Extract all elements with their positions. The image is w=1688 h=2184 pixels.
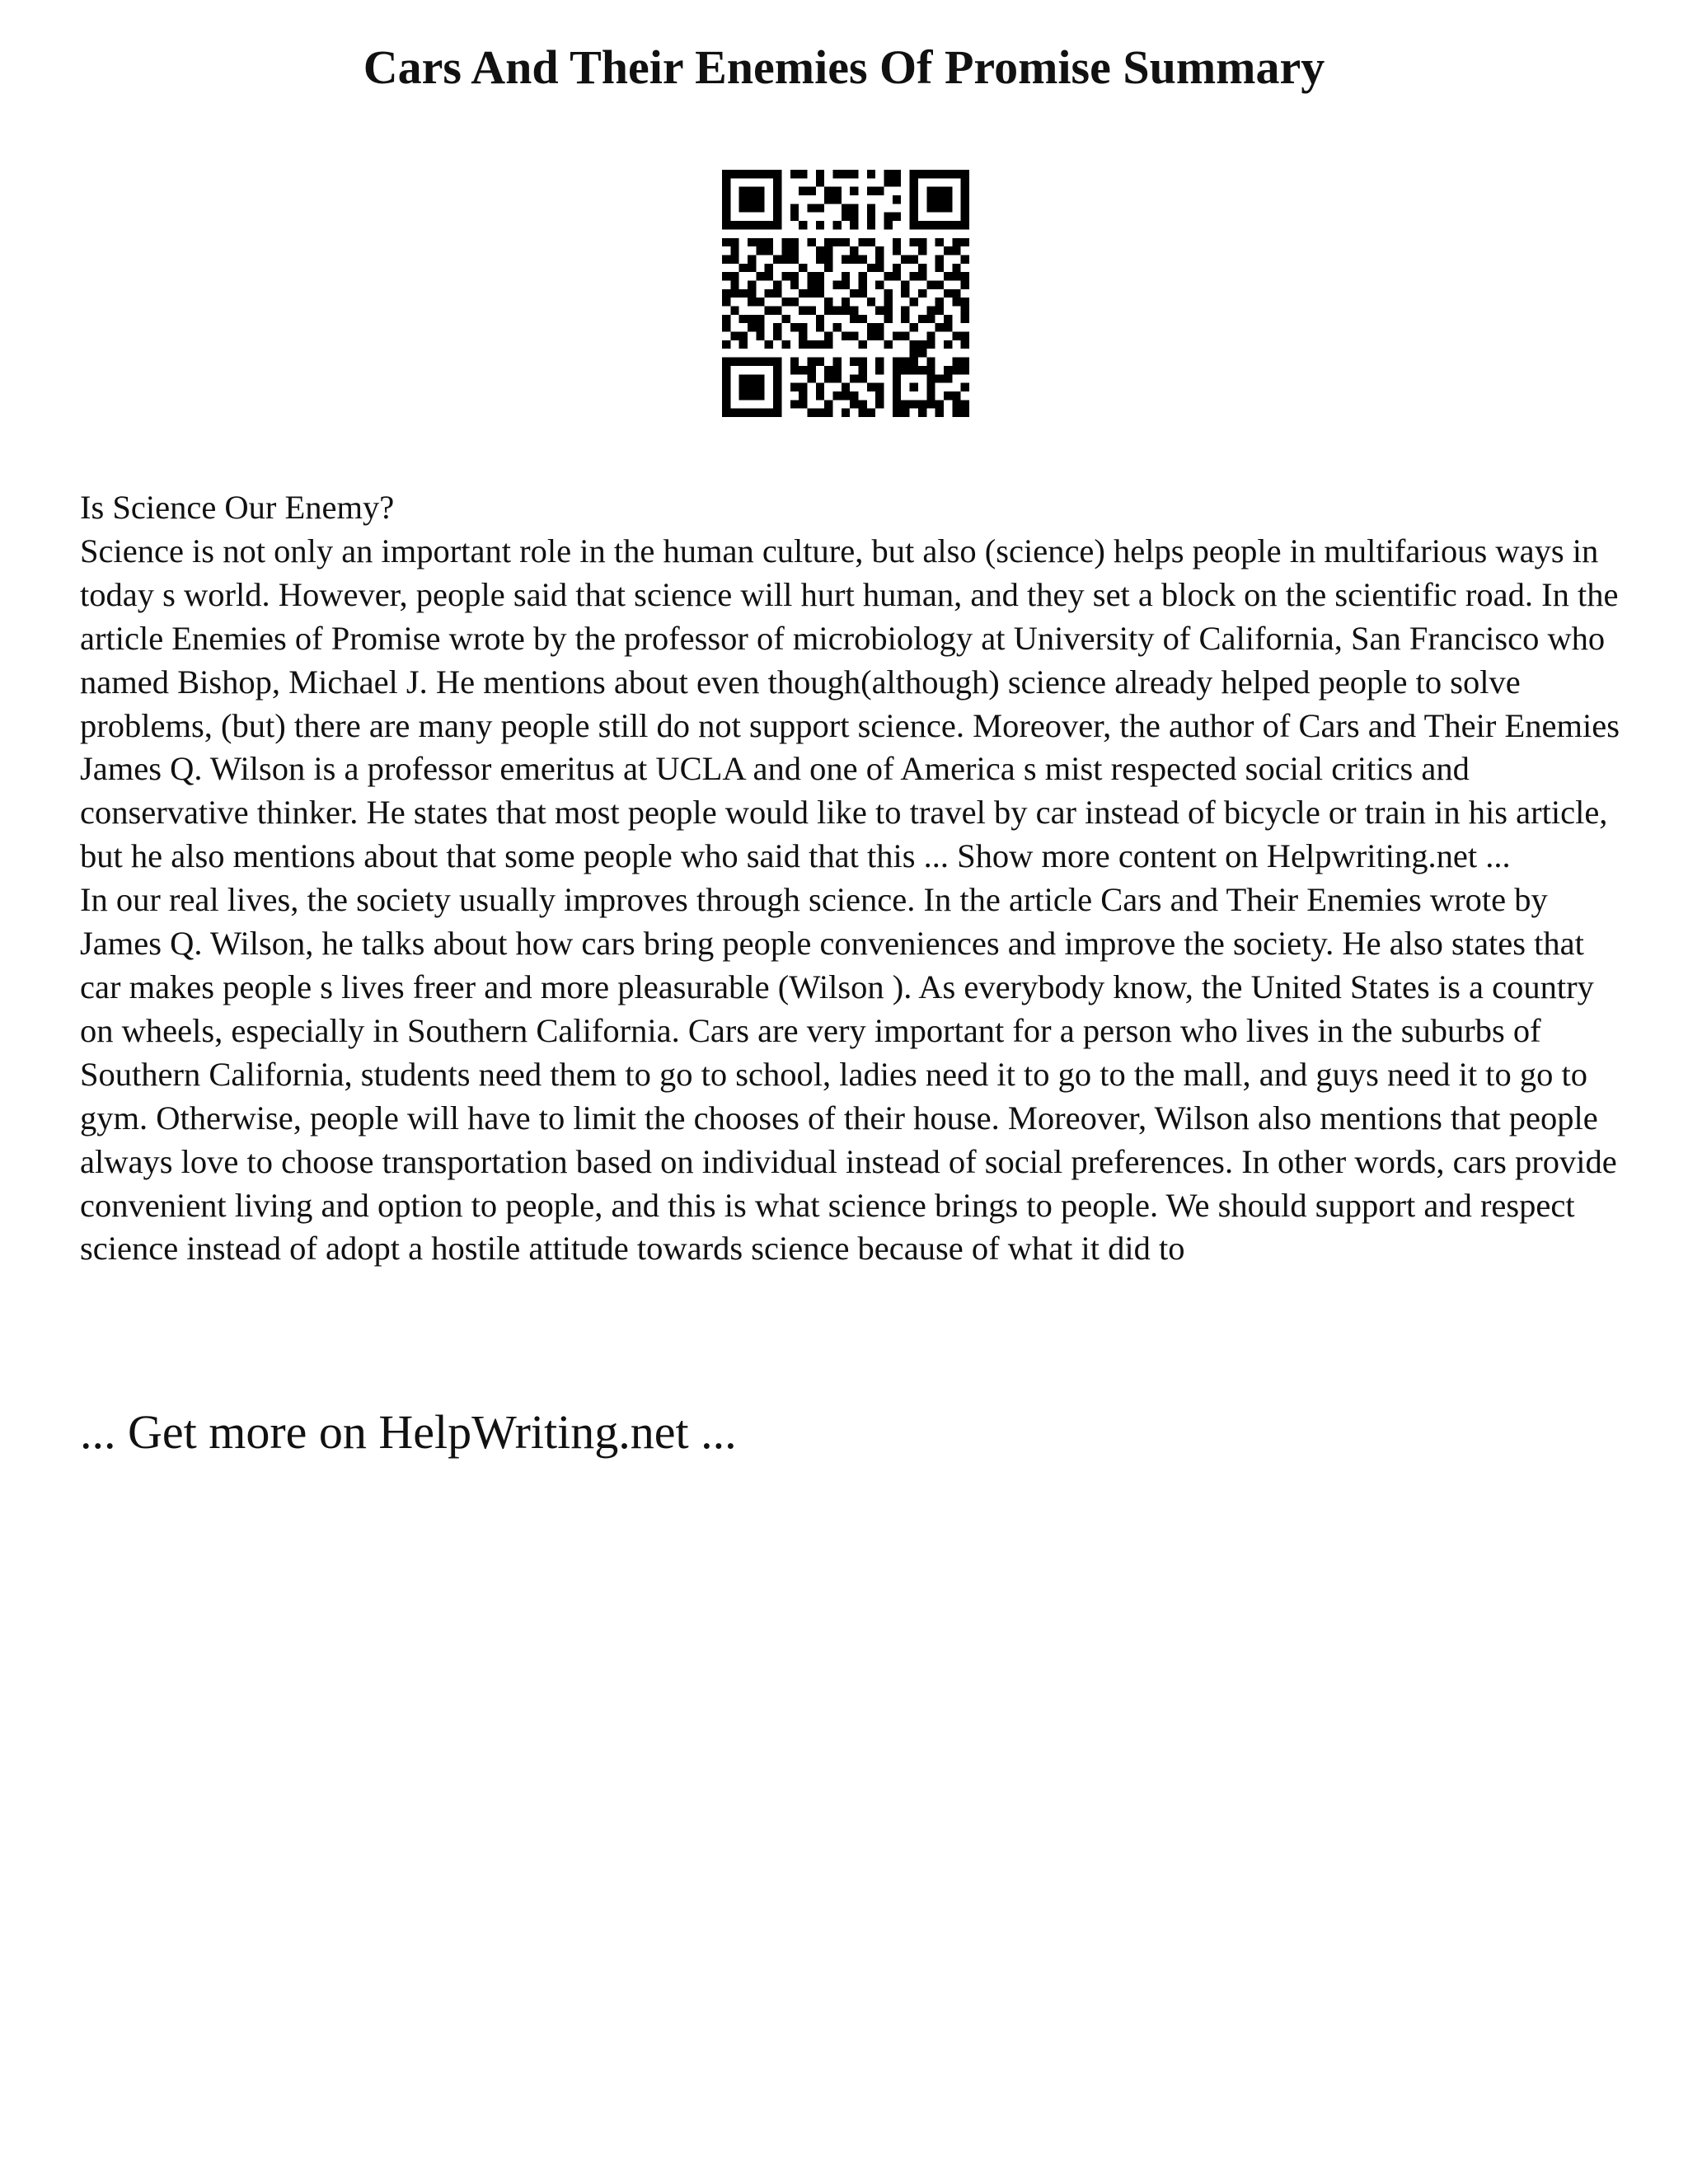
qr-code-icon xyxy=(722,170,969,417)
paragraph-1: Science is not only an important role in the human culture, but also (science) helps people in multifarious ways in today s world. However, people said that science will hurt human, and they set a block on the scientific road. In the article Enemies of Promise wrote by the professor of microbiology at University of California, San Francisco who named Bishop, Michael J. He mentions about even though(although) science already helped people to solve problems, (but) there are many people still do not support science. Moreover, the author of Cars and Their Enemies James Q. Wilson is a professor emeritus at UCLA and one of America s mist respected social critics and conservative thinker. He states that most people would like to travel by car instead of bicycle or train in his article, but he also mentions about that some people who said that this ... Show more content on Helpwriting.net ... xyxy=(80,532,1620,875)
page-title: Cars And Their Enemies Of Promise Summary xyxy=(363,40,1325,94)
paragraph-2: In our real lives, the society usually improves through science. In the article Cars and Their Enemies wrote by James Q. Wilson, he talks about how cars bring people conveniences and improve the society. He also states that car makes people s lives freer and more pleasurable (Wilson ). As everybody know, the United States is a country on wheels, especially in Southern California. Cars are very important for a person who lives in the suburbs of Southern California, students need them to go to school, ladies need it to go to the mall, and guys need it to go to gym. Otherwise, people will have to limit the chooses of their house. Moreover, Wilson also mentions that people always love to choose transportation based on individual instead of social preferences. In other words, cars provide convenient living and option to people, and this is what science brings to people. We should support and respect science instead of adopt a hostile attitude towards science because of what it did to xyxy=(80,881,1617,1268)
get-more-link[interactable]: ... Get more on HelpWriting.net ... xyxy=(80,1405,737,1459)
article-body xyxy=(80,486,1629,1271)
heading-question: Is Science Our Enemy? xyxy=(80,489,395,526)
